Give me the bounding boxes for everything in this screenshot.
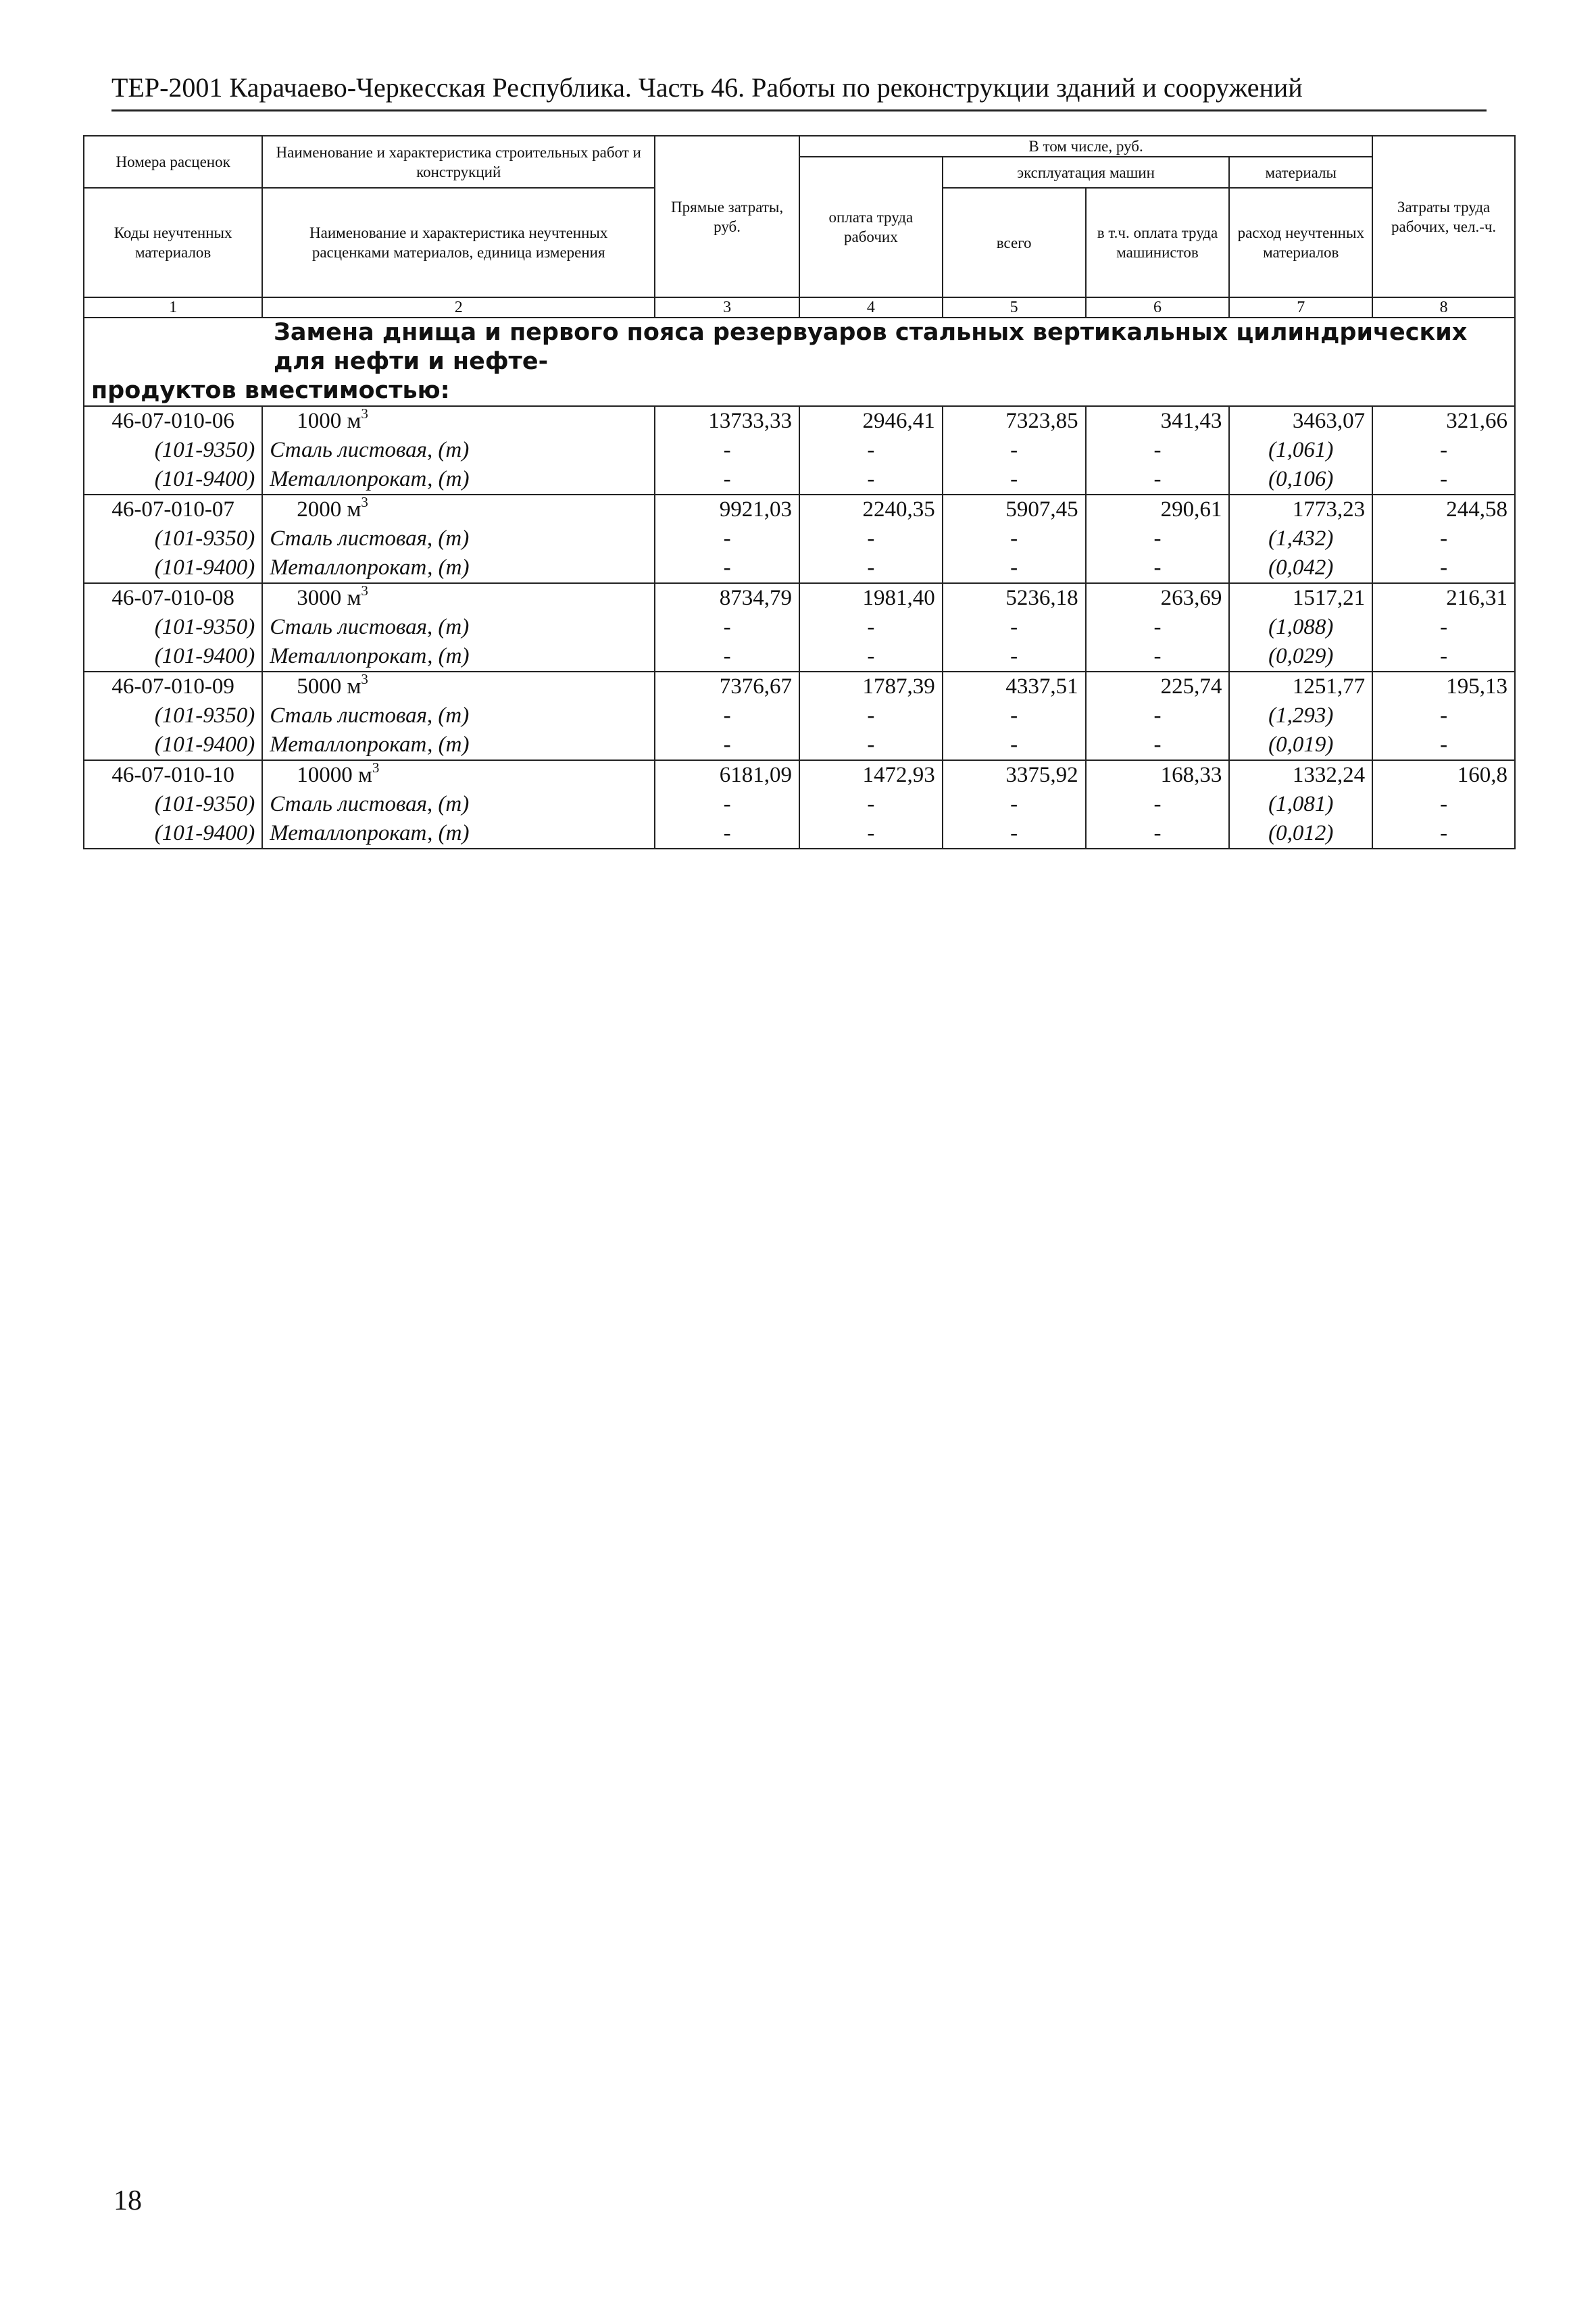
dash: -: [655, 436, 799, 465]
dash: -: [1086, 465, 1230, 495]
rate-name: 5000 $м^3$: [262, 672, 655, 701]
header-material-codes: Коды неучтенных материалов: [84, 188, 262, 297]
column-number: 1: [84, 297, 262, 318]
material-name: Сталь листовая, (т): [262, 436, 655, 465]
materials-cost: 3463,07: [1229, 406, 1372, 436]
materials-cost: 1332,24: [1229, 760, 1372, 790]
labor-pay: 2240,35: [799, 495, 943, 524]
dash: -: [1372, 436, 1515, 465]
direct-costs: 13733,33: [655, 406, 799, 436]
section-title-line-1: Замена днища и первого пояса резервуаров стальных вертикальных цилиндрических для нефти и нефте-: [274, 319, 1468, 375]
material-row: [84, 790, 1515, 819]
column-number: 4: [799, 297, 943, 318]
dash: -: [943, 642, 1086, 672]
labor-pay: 1787,39: [799, 672, 943, 701]
dash: -: [1086, 642, 1230, 672]
dash: -: [1086, 553, 1230, 583]
header-material-usage: расход неучтенных материалов: [1229, 188, 1372, 297]
material-name: Металлопрокат, (т): [262, 642, 655, 672]
header-machinists-pay: в т.ч. оплата труда машинистов: [1086, 188, 1230, 297]
material-qty: (1,061): [1229, 436, 1372, 465]
rate-row: [84, 406, 1515, 436]
dash: -: [943, 730, 1086, 760]
section-title-line-2: продуктов вместимостью:: [91, 377, 450, 404]
dash: -: [655, 701, 799, 730]
labor-hours: 195,13: [1372, 672, 1515, 701]
material-qty: (0,012): [1229, 819, 1372, 849]
machines-total: 5907,45: [943, 495, 1086, 524]
rate-code: 46-07-010-09: [84, 672, 262, 701]
material-qty: (1,088): [1229, 613, 1372, 642]
header-machines-group: эксплуатация машин: [943, 157, 1230, 188]
rate-row: [84, 583, 1515, 613]
labor-hours: 160,8: [1372, 760, 1515, 790]
dash: -: [1372, 790, 1515, 819]
rate-code: 46-07-010-08: [84, 583, 262, 613]
labor-pay: 2946,41: [799, 406, 943, 436]
material-qty: (0,106): [1229, 465, 1372, 495]
superscript: 3: [361, 671, 368, 687]
column-number: 3: [655, 297, 799, 318]
machines-total: 5236,18: [943, 583, 1086, 613]
dash: -: [1372, 819, 1515, 849]
material-name: Металлопрокат, (т): [262, 730, 655, 760]
dash: -: [943, 613, 1086, 642]
rate-code: 46-07-010-06: [84, 406, 262, 436]
material-qty: (1,293): [1229, 701, 1372, 730]
dash: -: [943, 436, 1086, 465]
materials-cost: 1251,77: [1229, 672, 1372, 701]
material-name: Сталь листовая, (т): [262, 701, 655, 730]
header-rate-numbers: Номера расценок: [84, 136, 262, 188]
superscript: 3: [361, 405, 368, 422]
material-code: (101-9350): [84, 701, 262, 730]
dash: -: [943, 524, 1086, 553]
header-including: В том числе, руб.: [799, 136, 1372, 157]
rate-name: 10000 $м^3$: [262, 760, 655, 790]
machinists-pay: 168,33: [1086, 760, 1230, 790]
dash: -: [1372, 553, 1515, 583]
dash: -: [655, 465, 799, 495]
material-row: [84, 613, 1515, 642]
material-code: (101-9400): [84, 553, 262, 583]
labor-hours: 321,66: [1372, 406, 1515, 436]
material-name: Сталь листовая, (т): [262, 524, 655, 553]
superscript: 3: [361, 494, 368, 510]
material-code: (101-9400): [84, 730, 262, 760]
section-title: [84, 318, 1515, 406]
material-name: Металлопрокат, (т): [262, 819, 655, 849]
dash: -: [943, 819, 1086, 849]
dash: -: [943, 553, 1086, 583]
dash: -: [943, 465, 1086, 495]
materials-cost: 1773,23: [1229, 495, 1372, 524]
rate-name: 3000 $м^3$: [262, 583, 655, 613]
rate-row: [84, 495, 1515, 524]
superscript: 3: [361, 582, 368, 599]
dash: -: [1086, 819, 1230, 849]
material-qty: (1,432): [1229, 524, 1372, 553]
material-row: [84, 436, 1515, 465]
material-row: [84, 701, 1515, 730]
dash: -: [655, 553, 799, 583]
dash: -: [655, 730, 799, 760]
dash: -: [1372, 524, 1515, 553]
material-name: Сталь листовая, (т): [262, 790, 655, 819]
dash: -: [799, 436, 943, 465]
material-code: (101-9400): [84, 642, 262, 672]
dash: -: [1086, 790, 1230, 819]
dash: -: [655, 524, 799, 553]
material-name: Металлопрокат, (т): [262, 553, 655, 583]
dash: -: [1086, 524, 1230, 553]
rate-name: 2000 $м^3$: [262, 495, 655, 524]
rate-row: [84, 760, 1515, 790]
dash: -: [1086, 730, 1230, 760]
dash: -: [943, 790, 1086, 819]
dash: -: [943, 701, 1086, 730]
column-number: 6: [1086, 297, 1230, 318]
dash: -: [655, 613, 799, 642]
dash: -: [799, 553, 943, 583]
machinists-pay: 225,74: [1086, 672, 1230, 701]
material-row: [84, 553, 1515, 583]
dash: -: [1372, 642, 1515, 672]
rates-table: [83, 135, 1516, 849]
dash: -: [655, 819, 799, 849]
page-header: ТЕР-2001 Карачаево-Черкесская Республика. Часть 46. Работы по реконструкции зданий и сооружений: [111, 70, 1487, 111]
direct-costs: 8734,79: [655, 583, 799, 613]
material-row: [84, 642, 1515, 672]
column-number: 8: [1372, 297, 1515, 318]
dash: -: [799, 819, 943, 849]
dash: -: [1372, 613, 1515, 642]
column-number: 7: [1229, 297, 1372, 318]
direct-costs: 6181,09: [655, 760, 799, 790]
material-name: Металлопрокат, (т): [262, 465, 655, 495]
machinists-pay: 290,61: [1086, 495, 1230, 524]
column-numbers-row: [84, 297, 1515, 318]
machines-total: 4337,51: [943, 672, 1086, 701]
dash: -: [1086, 701, 1230, 730]
labor-pay: 1981,40: [799, 583, 943, 613]
header-material-name: Наименование и характеристика неучтенных расценками материалов, единица измерения: [262, 188, 655, 297]
direct-costs: 9921,03: [655, 495, 799, 524]
material-code: (101-9400): [84, 465, 262, 495]
dash: -: [799, 613, 943, 642]
dash: -: [799, 642, 943, 672]
page-number: 18: [114, 2185, 142, 2216]
material-code: (101-9350): [84, 613, 262, 642]
dash: -: [1372, 730, 1515, 760]
labor-pay: 1472,93: [799, 760, 943, 790]
labor-hours: 216,31: [1372, 583, 1515, 613]
material-row: [84, 819, 1515, 849]
dash: -: [1372, 465, 1515, 495]
material-row: [84, 465, 1515, 495]
materials-cost: 1517,21: [1229, 583, 1372, 613]
dash: -: [799, 790, 943, 819]
material-qty: (0,042): [1229, 553, 1372, 583]
dash: -: [1086, 613, 1230, 642]
header-work-name: Наименование и характеристика строительных работ и конструкций: [262, 136, 655, 188]
dash: -: [1086, 436, 1230, 465]
header-labor-pay: оплата труда рабочих: [799, 157, 943, 297]
header-materials-group: материалы: [1229, 157, 1372, 188]
material-code: (101-9400): [84, 819, 262, 849]
rate-code: 46-07-010-10: [84, 760, 262, 790]
material-code: (101-9350): [84, 524, 262, 553]
material-qty: (1,081): [1229, 790, 1372, 819]
dash: -: [799, 701, 943, 730]
header-direct-costs: Прямые затраты, руб.: [655, 136, 799, 297]
labor-hours: 244,58: [1372, 495, 1515, 524]
dash: -: [799, 465, 943, 495]
dash: -: [799, 730, 943, 760]
header-labor-hours: Затраты труда рабочих, чел.-ч.: [1372, 136, 1515, 297]
material-code: (101-9350): [84, 790, 262, 819]
column-number: 2: [262, 297, 655, 318]
material-row: [84, 524, 1515, 553]
dash: -: [799, 524, 943, 553]
machines-total: 7323,85: [943, 406, 1086, 436]
material-row: [84, 730, 1515, 760]
superscript: 3: [372, 760, 380, 776]
material-qty: (0,019): [1229, 730, 1372, 760]
machinists-pay: 263,69: [1086, 583, 1230, 613]
machines-total: 3375,92: [943, 760, 1086, 790]
material-code: (101-9350): [84, 436, 262, 465]
rate-row: [84, 672, 1515, 701]
direct-costs: 7376,67: [655, 672, 799, 701]
rate-name: 1000 $м^3$: [262, 406, 655, 436]
rate-code: 46-07-010-07: [84, 495, 262, 524]
machinists-pay: 341,43: [1086, 406, 1230, 436]
dash: -: [1372, 701, 1515, 730]
dash: -: [655, 790, 799, 819]
material-name: Сталь листовая, (т): [262, 613, 655, 642]
dash: -: [655, 642, 799, 672]
column-number: 5: [943, 297, 1086, 318]
material-qty: (0,029): [1229, 642, 1372, 672]
header-machines-total: всего: [943, 188, 1086, 297]
